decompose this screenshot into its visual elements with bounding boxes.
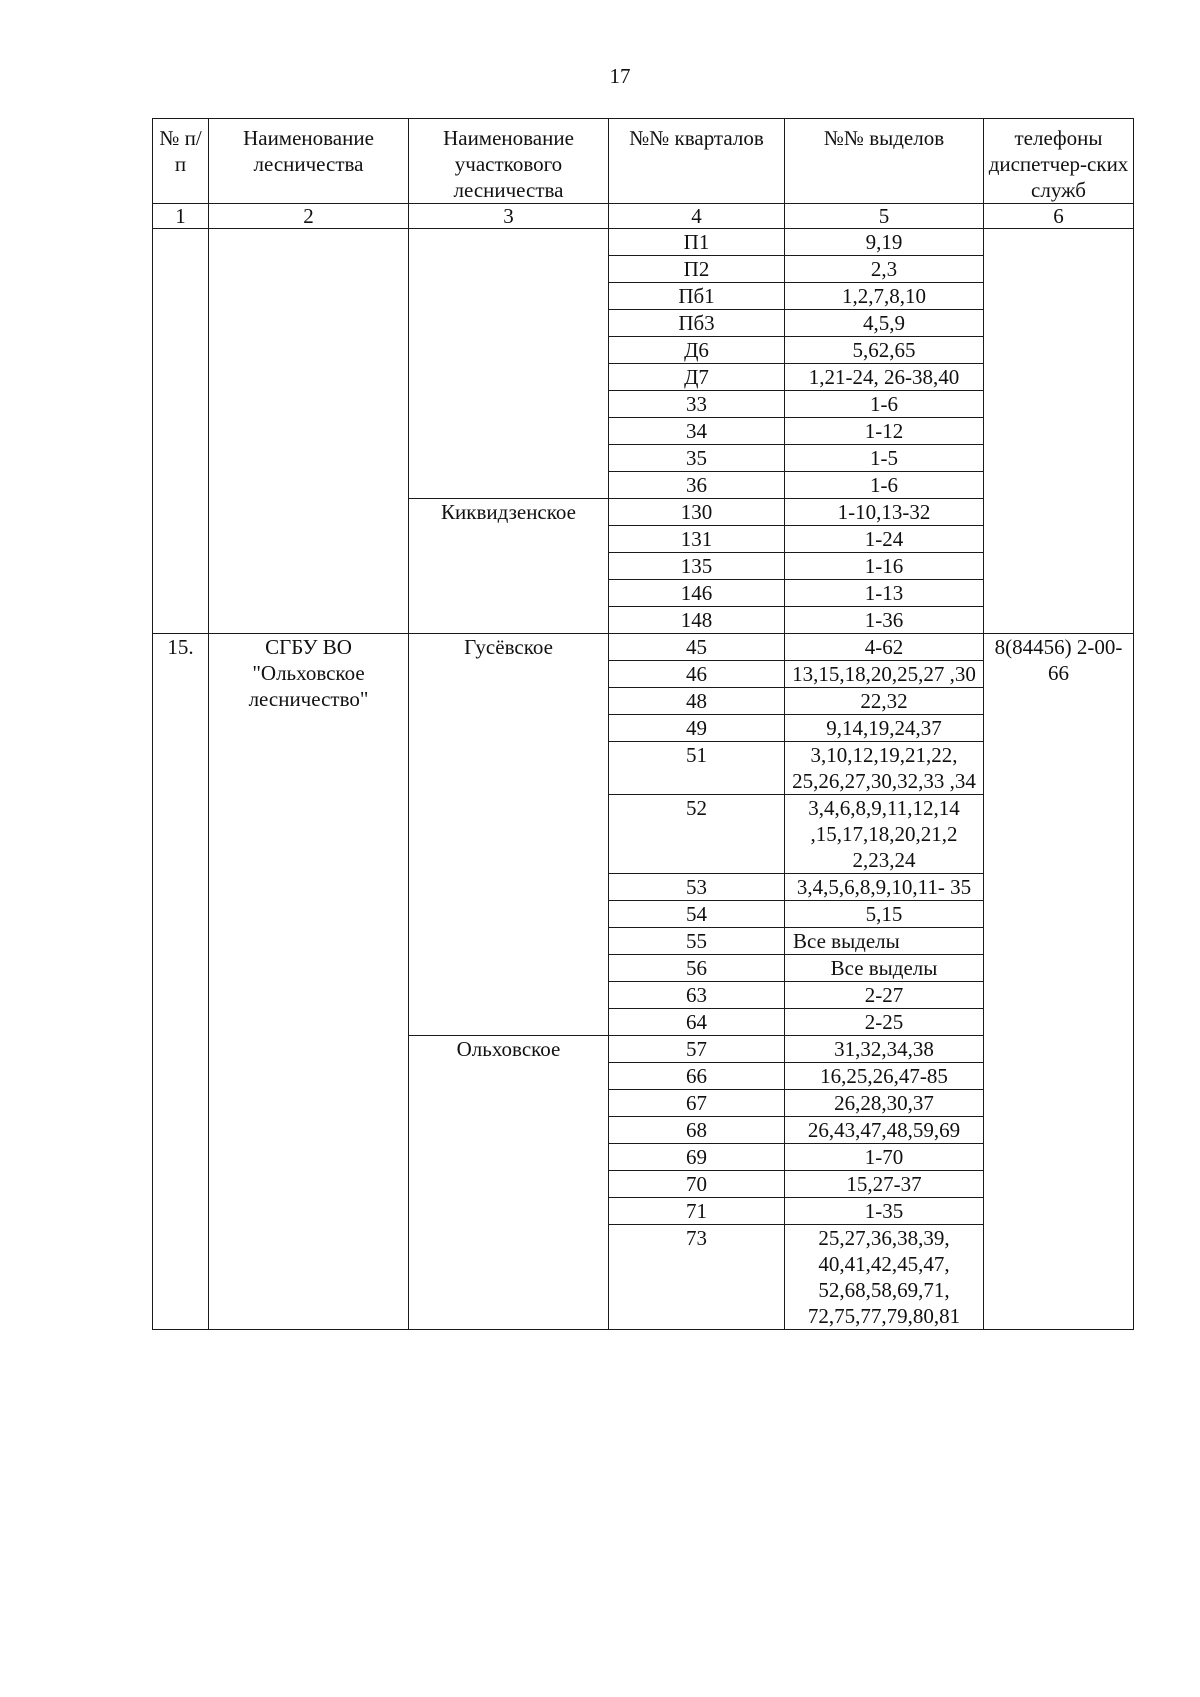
- column-header: телефоны диспетчер-ских служб: [984, 119, 1134, 204]
- allotment-numbers: 9,19: [785, 229, 984, 256]
- column-number: 3: [409, 204, 609, 229]
- allotment-numbers: 1-70: [785, 1144, 984, 1171]
- allotment-numbers: 25,27,36,38,39, 40,41,42,45,47, 52,68,58,69,71, 72,75,77,79,80,81: [785, 1225, 984, 1330]
- allotment-numbers: 26,43,47,48,59,69: [785, 1117, 984, 1144]
- allotment-numbers: 2-27: [785, 982, 984, 1009]
- allotment-numbers: 2-25: [785, 1009, 984, 1036]
- allotment-numbers: 5,15: [785, 901, 984, 928]
- quarter-number: 51: [609, 742, 785, 795]
- column-header: Наименование лесничества: [209, 119, 409, 204]
- quarter-number: 45: [609, 634, 785, 661]
- allotment-numbers: 1-10,13-32: [785, 499, 984, 526]
- quarter-number: 33: [609, 391, 785, 418]
- quarter-number: 63: [609, 982, 785, 1009]
- quarter-number: 68: [609, 1117, 785, 1144]
- district-name: Киквидзенское: [409, 499, 609, 634]
- allotment-numbers: Все выделы: [785, 928, 984, 955]
- allotment-numbers: 2,3: [785, 256, 984, 283]
- quarter-number: 69: [609, 1144, 785, 1171]
- quarter-number: 56: [609, 955, 785, 982]
- quarter-number: П1: [609, 229, 785, 256]
- forestry-name: СГБУ ВО "Ольховское лесничество": [209, 634, 409, 1330]
- quarter-number: 55: [609, 928, 785, 955]
- allotment-numbers: 13,15,18,20,25,27 ,30: [785, 661, 984, 688]
- quarter-number: 64: [609, 1009, 785, 1036]
- allotment-numbers: 3,10,12,19,21,22, 25,26,27,30,32,33 ,34: [785, 742, 984, 795]
- allotment-numbers: Все выделы: [785, 955, 984, 982]
- row-number: [153, 229, 209, 634]
- district-name: Гусёвское: [409, 634, 609, 1036]
- allotment-numbers: 3,4,5,6,8,9,10,11- 35: [785, 874, 984, 901]
- allotment-numbers: 22,32: [785, 688, 984, 715]
- district-name: [409, 229, 609, 499]
- dispatch-phone: 8(84456) 2-00-66: [984, 634, 1134, 1330]
- table-row: [153, 634, 1134, 661]
- quarter-number: 46: [609, 661, 785, 688]
- quarter-number: 70: [609, 1171, 785, 1198]
- quarter-number: 146: [609, 580, 785, 607]
- column-header: № п/п: [153, 119, 209, 204]
- quarter-number: 36: [609, 472, 785, 499]
- quarter-number: 148: [609, 607, 785, 634]
- column-number: 6: [984, 204, 1134, 229]
- allotment-numbers: 1-6: [785, 391, 984, 418]
- allotment-numbers: 4-62: [785, 634, 984, 661]
- column-number: 2: [209, 204, 409, 229]
- quarter-number: 53: [609, 874, 785, 901]
- dispatch-phone: [984, 229, 1134, 634]
- table-row: [153, 229, 1134, 256]
- quarter-number: Пб3: [609, 310, 785, 337]
- allotment-numbers: 9,14,19,24,37: [785, 715, 984, 742]
- quarter-number: 130: [609, 499, 785, 526]
- column-number-row: [153, 204, 1134, 229]
- quarter-number: Пб1: [609, 283, 785, 310]
- allotment-numbers: 1-6: [785, 472, 984, 499]
- allotment-numbers: 1-35: [785, 1198, 984, 1225]
- quarter-number: 67: [609, 1090, 785, 1117]
- quarter-number: Д6: [609, 337, 785, 364]
- forestry-name: [209, 229, 409, 634]
- allotment-numbers: 4,5,9: [785, 310, 984, 337]
- allotment-numbers: 1-24: [785, 526, 984, 553]
- allotment-numbers: 16,25,26,47-85: [785, 1063, 984, 1090]
- allotment-numbers: 1-36: [785, 607, 984, 634]
- quarter-number: 135: [609, 553, 785, 580]
- allotment-numbers: 26,28,30,37: [785, 1090, 984, 1117]
- quarter-number: П2: [609, 256, 785, 283]
- quarter-number: 71: [609, 1198, 785, 1225]
- allotment-numbers: 5,62,65: [785, 337, 984, 364]
- allotment-numbers: 3,4,6,8,9,11,12,14 ,15,17,18,20,21,2 2,23,24: [785, 795, 984, 874]
- allotment-numbers: 1-5: [785, 445, 984, 472]
- header-row: [153, 119, 1134, 204]
- quarter-number: 54: [609, 901, 785, 928]
- column-header: Наименование участкового лесничества: [409, 119, 609, 204]
- column-header: №№ кварталов: [609, 119, 785, 204]
- quarter-number: 35: [609, 445, 785, 472]
- quarter-number: Д7: [609, 364, 785, 391]
- allotment-numbers: 1-12: [785, 418, 984, 445]
- quarter-number: 49: [609, 715, 785, 742]
- quarter-number: 34: [609, 418, 785, 445]
- quarter-number: 57: [609, 1036, 785, 1063]
- quarter-number: 131: [609, 526, 785, 553]
- allotment-numbers: 1-13: [785, 580, 984, 607]
- forestry-table: [152, 118, 1134, 1330]
- row-number: 15.: [153, 634, 209, 1330]
- allotment-numbers: 1,2,7,8,10: [785, 283, 984, 310]
- quarter-number: 73: [609, 1225, 785, 1330]
- allotment-numbers: 15,27-37: [785, 1171, 984, 1198]
- quarter-number: 52: [609, 795, 785, 874]
- column-number: 5: [785, 204, 984, 229]
- quarter-number: 66: [609, 1063, 785, 1090]
- allotment-numbers: 1-16: [785, 553, 984, 580]
- quarter-number: 48: [609, 688, 785, 715]
- allotment-numbers: 31,32,34,38: [785, 1036, 984, 1063]
- district-name: Ольховское: [409, 1036, 609, 1330]
- allotment-numbers: 1,21-24, 26-38,40: [785, 364, 984, 391]
- column-header: №№ выделов: [785, 119, 984, 204]
- column-number: 4: [609, 204, 785, 229]
- page-number: 17: [609, 64, 631, 88]
- column-number: 1: [153, 204, 209, 229]
